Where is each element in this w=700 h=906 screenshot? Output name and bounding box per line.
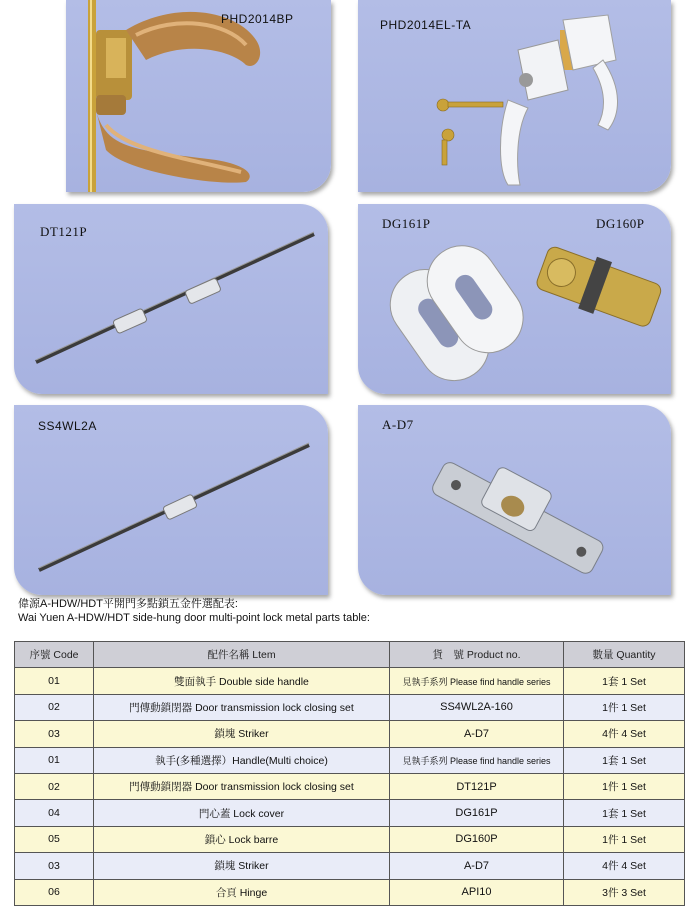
table-row bbox=[15, 668, 685, 694]
cell-code: 03 bbox=[15, 853, 94, 879]
cell-item: 鎖塊 Striker bbox=[94, 853, 390, 879]
cell-code: 05 bbox=[15, 826, 94, 852]
cell-item: 合頁 Hinge bbox=[94, 879, 390, 905]
gold-handle-image bbox=[66, 0, 331, 192]
caption-english: Wai Yuen A-HDW/HDT side-hung door multi-point lock metal parts table: bbox=[18, 612, 370, 624]
cell-qty: 1套 1 Set bbox=[564, 668, 685, 694]
caption-chinese: 偉源A-HDW/HDT平開門多點鎖五金件選配表: bbox=[18, 598, 238, 610]
parts-table bbox=[14, 641, 685, 906]
cell-qty: 1套 1 Set bbox=[564, 747, 685, 773]
table-header-row bbox=[15, 642, 685, 668]
table-row bbox=[15, 826, 685, 852]
header-quantity: 數量 Quantity bbox=[564, 642, 685, 668]
product-label-secondary: DG160P bbox=[596, 216, 645, 231]
cell-item: 門傳動鎖閉器 Door transmission lock closing set bbox=[94, 694, 390, 720]
cell-product: SS4WL2A-160 bbox=[390, 694, 564, 720]
cell-item: 執手(多種選擇）Handle(Multi choice) bbox=[94, 747, 390, 773]
product-panel-dg161p-dg160p bbox=[358, 204, 671, 394]
cell-code: 02 bbox=[15, 773, 94, 799]
cell-qty: 1件 1 Set bbox=[564, 694, 685, 720]
product-label: DT121P bbox=[40, 224, 88, 239]
product-panel-a-d7 bbox=[358, 405, 671, 595]
cell-item: 鎖心 Lock barre bbox=[94, 826, 390, 852]
cell-product: API10 bbox=[390, 879, 564, 905]
cell-qty: 1套 1 Set bbox=[564, 800, 685, 826]
cell-qty: 1件 1 Set bbox=[564, 826, 685, 852]
product-label: DG161P bbox=[382, 216, 431, 231]
cell-qty: 4件 4 Set bbox=[564, 853, 685, 879]
cell-product: DG160P bbox=[390, 826, 564, 852]
cell-item: 門傳動鎖閉器 Door transmission lock closing set bbox=[94, 773, 390, 799]
striker-image bbox=[358, 405, 671, 595]
cell-product: DT121P bbox=[390, 773, 564, 799]
product-label: PHD2014BP bbox=[221, 12, 294, 26]
table-row bbox=[15, 853, 685, 879]
product-label: PHD2014EL-TA bbox=[380, 18, 472, 32]
cell-code: 01 bbox=[15, 668, 94, 694]
table-row bbox=[15, 721, 685, 747]
cell-product: A-D7 bbox=[390, 853, 564, 879]
product-label: SS4WL2A bbox=[38, 419, 97, 433]
table-row bbox=[15, 694, 685, 720]
lock-cover-cylinder-image bbox=[358, 204, 671, 394]
table-row bbox=[15, 773, 685, 799]
table-row bbox=[15, 747, 685, 773]
product-panel-dt121p bbox=[14, 204, 328, 394]
cell-item: 雙面執手 Double side handle bbox=[94, 668, 390, 694]
cell-item: 門心蓋 Lock cover bbox=[94, 800, 390, 826]
product-label: A-D7 bbox=[382, 417, 414, 432]
cell-product: A-D7 bbox=[390, 721, 564, 747]
cell-product: 見執手系列 Please find handle series bbox=[390, 747, 564, 773]
table-row bbox=[15, 879, 685, 905]
header-item: 配件名稱 Ltem bbox=[94, 642, 390, 668]
product-panel-phd2014bp bbox=[66, 0, 331, 192]
product-panel-phd2014el-ta bbox=[358, 0, 671, 192]
header-product-no: 貨 號 Product no. bbox=[390, 642, 564, 668]
product-panel-ss4wl2a bbox=[14, 405, 328, 595]
cell-qty: 4件 4 Set bbox=[564, 721, 685, 747]
transmission-bar-image bbox=[14, 405, 328, 595]
cell-code: 04 bbox=[15, 800, 94, 826]
cell-product: DG161P bbox=[390, 800, 564, 826]
cell-code: 02 bbox=[15, 694, 94, 720]
cell-code: 03 bbox=[15, 721, 94, 747]
cell-product: 見執手系列 Please find handle series bbox=[390, 668, 564, 694]
cell-code: 06 bbox=[15, 879, 94, 905]
cell-item: 鎖塊 Striker bbox=[94, 721, 390, 747]
cell-code: 01 bbox=[15, 747, 94, 773]
header-code: 序號 Code bbox=[15, 642, 94, 668]
cell-qty: 1件 1 Set bbox=[564, 773, 685, 799]
cell-qty: 3件 3 Set bbox=[564, 879, 685, 905]
table-row bbox=[15, 800, 685, 826]
